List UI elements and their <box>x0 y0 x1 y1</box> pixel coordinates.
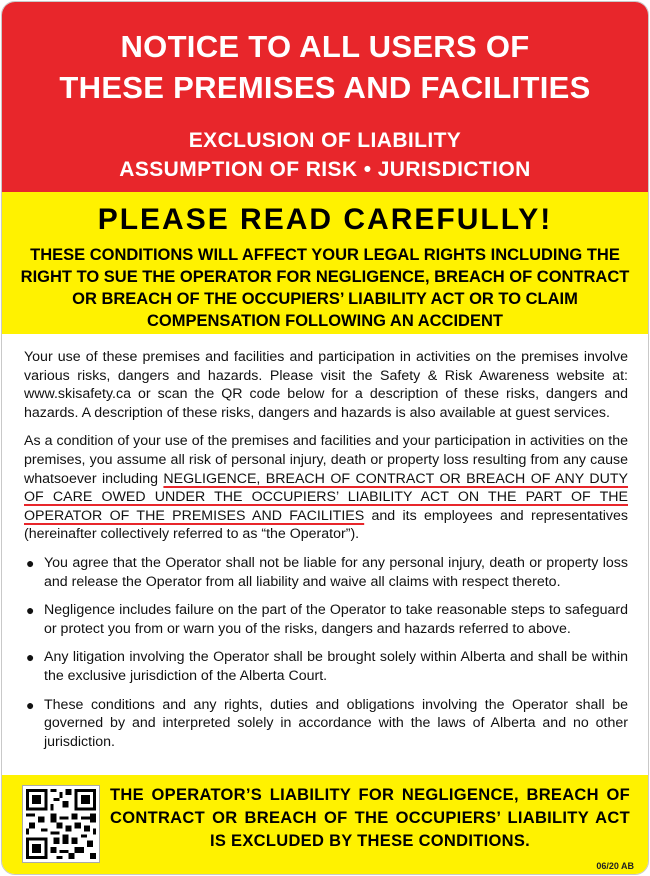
risk-description-paragraph: Your use of these premises and facilities and participation in activities on the premises involve various risks, dangers and hazards. Please visit the Safety & Risk Awareness website at: www.skisafety.ca or scan the QR code below for a description of these risks, dangers and hazards. A description of these risks, dangers and hazards is also available at guest services. <box>24 349 628 421</box>
negligence-underlined-text: NEGLIGENCE, BREACH OF CONTRACT OR BREACH OF ANY DUTY OF CARE OWED UNDER THE OCCUPIERS’ LIABILITY ACT ON THE PART OF THE OPERATOR OF THE PREMISES AND FACILITIES <box>24 470 628 524</box>
footer-band <box>2 775 648 875</box>
please-read-headline: PLEASE READ CAREFULLY! <box>97 203 553 236</box>
subtitle-line-1: EXCLUSION OF LIABILITY <box>188 129 462 152</box>
conditions-list <box>24 554 628 751</box>
notice-header <box>2 2 648 192</box>
condition-text: These conditions and any rights, duties and obligations involving the Operator shall be governed by and interpreted solely in accordance with the laws of Alberta and no other jurisdiction. <box>44 696 628 750</box>
condition-text: You agree that the Operator shall not be liable for any personal injury, death or property loss and release the Operator from all liability and waive all claims with respect thereto. <box>44 554 628 590</box>
legal-rights-warning: THESE CONDITIONS WILL AFFECT YOUR LEGAL RIGHTS INCLUDING THE RIGHT TO SUE THE OPERATOR FOR NEGLIGENCE, BREACH OF CONTRACT OR BREACH OF THE OCCUPIERS’ LIABILITY ACT OR TO CLAIM COMPENSATION FOLLOWING AN ACCIDENT <box>20 246 630 330</box>
assumption-text-start: As a condition of your use of the premises and facilities and your participation in activities on the premises, you assume all risk of personal injury, death or property loss resulting from any cause whatsoever including <box>24 433 628 487</box>
notice-body <box>24 348 628 761</box>
bullet-icon: ● <box>26 602 35 619</box>
bullet-icon: ● <box>26 696 35 713</box>
condition-text: Negligence includes failure on the part of the Operator to take reasonable steps to safeguard or protect you from or warn you of the risks, dangers and hazards referred to above. <box>44 602 628 637</box>
list-item <box>24 601 628 638</box>
qr-code-icon[interactable] <box>22 785 100 863</box>
title-line-2: THESE PREMISES AND FACILITIES <box>59 70 591 105</box>
title-line-1: NOTICE TO ALL USERS OF <box>120 29 530 64</box>
subtitle-line-2: ASSUMPTION OF RISK • JURISDICTION <box>119 158 531 181</box>
warning-band <box>2 192 648 334</box>
liability-excluded-statement: THE OPERATOR’S LIABILITY FOR NEGLIGENCE, BREACH OF CONTRACT OR BREACH OF THE OCCUPIERS’ LIABILITY ACT IS EXCLUDED BY THESE CONDITIONS. <box>110 786 630 850</box>
list-item <box>24 648 628 685</box>
notice-subtitle <box>2 126 648 184</box>
bullet-icon: ● <box>26 649 35 666</box>
sign-version-code: 06/20 AB <box>596 861 634 871</box>
condition-text: Any litigation involving the Operator shall be brought solely within Alberta and shall be within the exclusive jurisdiction of the Alberta Court. <box>44 649 628 684</box>
assumption-of-risk-paragraph <box>24 432 628 544</box>
notice-title <box>2 26 648 108</box>
liability-notice-sign <box>1 1 649 875</box>
assumption-text-end: and its employees and representatives (hereinafter collectively referred to as “the Operator”). <box>24 507 628 543</box>
bullet-icon: ● <box>26 554 35 571</box>
list-item <box>24 554 628 591</box>
list-item <box>24 696 628 752</box>
